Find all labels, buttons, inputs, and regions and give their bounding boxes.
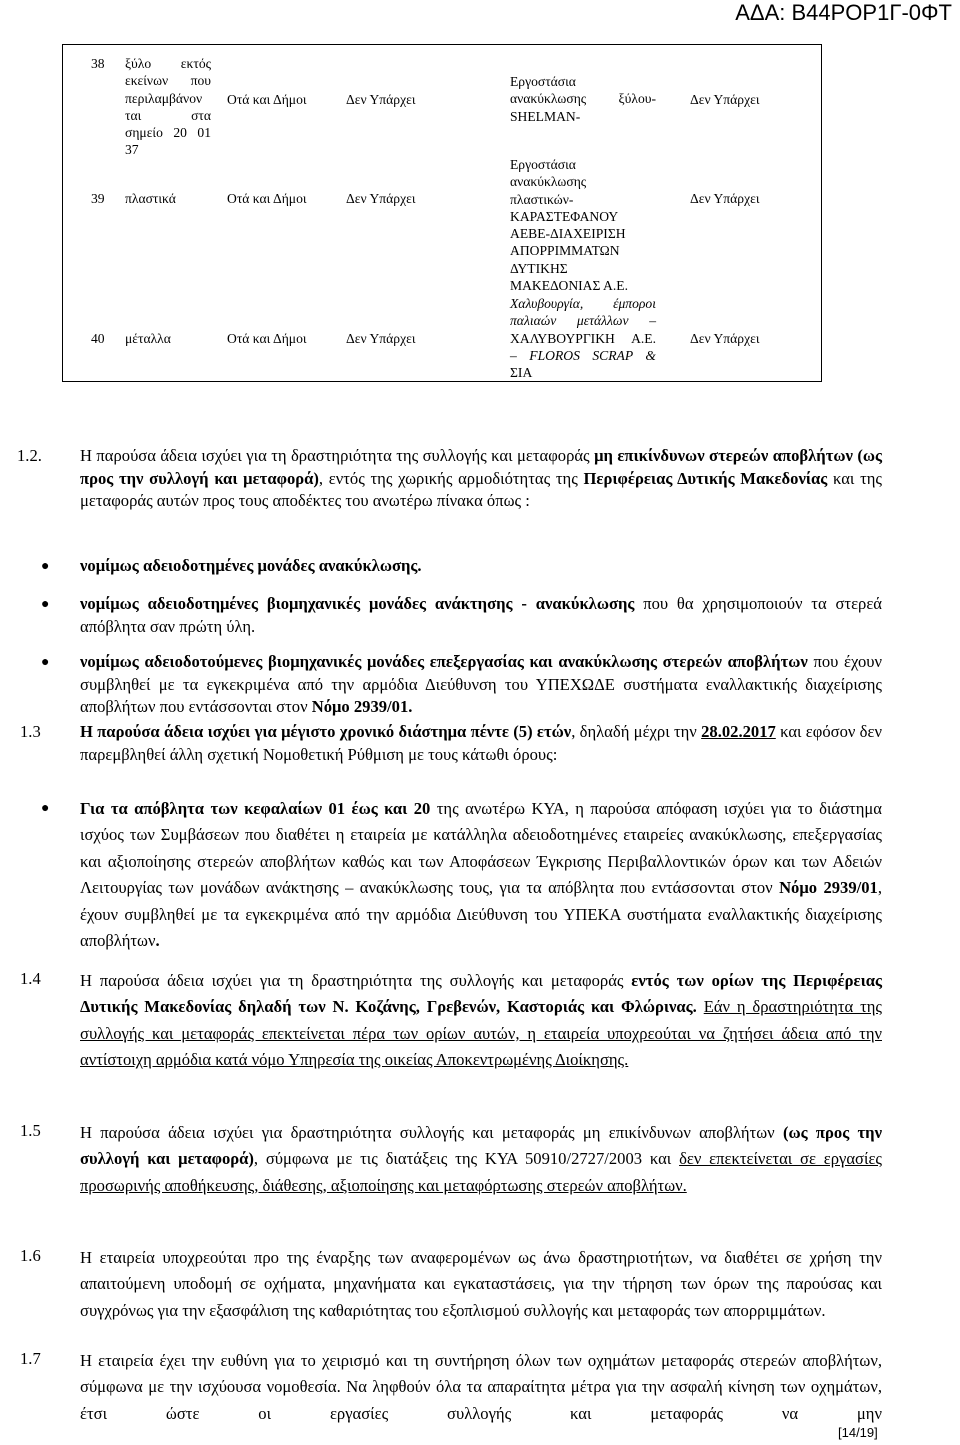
section-1-2-text: Η παρούσα άδεια ισχύει για τη δραστηριότητα της συλλογής και μεταφοράς μη επικίνδυνων στερεών αποβλήτων (ως προς την συλλογή και μεταφορά), εντός της χωρικής αρμοδιότητας της Περιφέρειας Δυτικής Μακεδονίας και της μεταφοράς αυτών προς τους αποδέκτες του ανωτέρω πίνακα όπως :	[80, 446, 882, 511]
row-40-producer: Οτά και Δήμοι	[227, 331, 307, 346]
row-39-waste: πλαστικά	[125, 191, 176, 206]
row-40-num: 40	[91, 331, 105, 346]
section-1-2-number: 1.2.	[17, 446, 42, 465]
section-1-7-number: 1.7	[20, 1349, 41, 1368]
bullet-dot: ●	[41, 655, 50, 670]
row-38-status: Δεν Υπάρχει	[346, 92, 416, 107]
section-1-5-text: Η παρούσα άδεια ισχύει για δραστηριότητα συλλογής και μεταφοράς μη επικίνδυνων αποβλήτων (ως προς την συλλογή και μεταφορά), σύμφωνα με τις διατάξεις της ΚΥΑ 50910/2727/2003 και δεν επεκτείνεται σε εργασίες προσωρινής αποθήκευσης, διάθεσης, αξιοποίησης και μεταφόρτωσης στερεών αποβλήτων.	[80, 1123, 882, 1195]
bullet-dot: ●	[41, 597, 50, 612]
bullet-dot: ●	[41, 559, 50, 574]
row-38-num: 38	[91, 56, 105, 71]
bullet-processing-units: νομίμως αδειοδοτούμενες βιομηχανικές μονάδες επεξεργασίας και ανακύκλωσης στερεών αποβλήτων που έχουν συμβληθεί με τα εγκεκριμένα από την αρμόδια Διεύθυνση του ΥΠΕΧΩΔΕ συστήματα εναλλακτικής διαχείρισης αποβλήτων που εντάσσονται στον Νόμο 2939/01.	[80, 652, 883, 717]
section-1-6-text: Η εταιρεία υποχρεούται προ της έναρξης των αναφερομένων ως άνω δραστηριοτήτων, να διαθέτει σε χρήση την απαιτούμενη υποδομή σε οχήματα, μηχανήματα και εγκαταστάσεις, για την τήρηση των όρων της παρούσας και συγχρόνως για την εξασφάλιση της καθαριότητας του εξοπλισμού συλλογής και μεταφοράς των απορριμμάτων.	[80, 1248, 882, 1320]
bullet-chapters-01-20: Για τα απόβλητα των κεφαλαίων 01 έως και 20 της ανωτέρω ΚΥΑ, η παρούσα απόφαση ισχύει για το διάστημα ισχύος των Συμβάσεων που διαθέτει η εταιρεία με κατάλληλα αδειοδοτημένες εταιρείες ανακύκλωσης, επεξεργασίας και αξιοποίησης στερεών αποβλήτων καθώς και των Αποφάσεων Έγκρισης Περιβαλλοντικών όρων και των Αδειών Λειτουργίας των μονάδων ανάκτησης – ανακύκλωσης τους, για τα απόβλητα που εντάσσονται στον Νόμο 2939/01, έχουν συμβληθεί με τα εγκεκριμένα από την αρμόδια Διεύθυνση του ΥΠΕΚΑ συστήματα εναλλακτικής διαχείρισης αποβλήτων.	[80, 799, 882, 950]
row-38-recipient: Εργοστάσια ανακύκλωσης ξύλου- SHELMAN-	[510, 74, 656, 124]
section-1-4-number: 1.4	[20, 969, 41, 988]
section-1-3-number: 1.3	[20, 722, 41, 741]
bullet-recycling-units: νομίμως αδειοδοτημένες μονάδες ανακύκλωσης.	[80, 556, 422, 575]
section-1-5-number: 1.5	[20, 1121, 41, 1140]
row-38-remark: Δεν Υπάρχει	[690, 92, 760, 107]
row-40-recipient: Χαλυβουργία, έμποροι παλιαών μετάλλων – ΧΑΛΥΒΟΥΡΓΙΚΗ Α.Ε. – FLOROS SCRAP & ΣΙΑ	[510, 296, 656, 380]
waste-table	[62, 44, 822, 382]
row-39-recipient: Εργοστάσια ανακύκλωσης πλαστικών- ΚΑΡΑΣΤΕΦΑΝΟΥ ΑΕΒΕ-ΔΙΑΧΕΙΡΙΣΗ ΑΠΟΡΡΙΜΜΑΤΩΝ ΔΥΤΙΚΗΣ ΜΑΚΕΔΟΝΙΑΣ Α.Ε.	[510, 157, 628, 293]
bullet-recovery-units: νομίμως αδειοδοτημένες βιομηχανικές μονάδες ανάκτησης - ανακύκλωσης που θα χρησιμοποιούν τα στερεά απόβλητα σαν πρώτη ύλη.	[80, 594, 882, 636]
row-40-waste: μέταλλα	[125, 331, 171, 346]
section-1-3-text: Η παρούσα άδεια ισχύει για μέγιστο χρονικό διάστημα πέντε (5) ετών, δηλαδή μέχρι την 28.02.2017 και εφόσον δεν παρεμβληθεί άλλη σχετική Νομοθετική Ρύθμιση με τους κάτωθι όρους:	[80, 722, 882, 764]
row-39-num: 39	[91, 191, 105, 206]
bullet-dot: ●	[41, 801, 50, 816]
section-1-6-number: 1.6	[20, 1246, 41, 1265]
row-39-remark: Δεν Υπάρχει	[690, 191, 760, 206]
section-1-4-text: Η παρούσα άδεια ισχύει για τη δραστηριότητα της συλλογής και μεταφοράς εντός των ορίων της Περιφέρειας Δυτικής Μακεδονίας δηλαδή των Ν. Κοζάνης, Γρεβενών, Καστοριάς και Φλώρινας. Εάν η δραστηριότητα της συλλογής και μεταφοράς επεκτείνεται πέρα των ορίων αυτών, η εταιρεία υποχρεούται να ζητήσει άδεια από την αντίστοιχη αρμόδια κατά νόμο Υπηρεσία της οικείας Αποκεντρωμένης Διοίκησης.	[80, 971, 882, 1070]
row-39-status: Δεν Υπάρχει	[346, 191, 416, 206]
ada-code: ΑΔΑ: Β44ΡΟΡ1Γ-0ΦΤ	[735, 0, 952, 25]
page-number: [14/19]	[838, 1425, 878, 1440]
row-39-producer: Οτά και Δήμοι	[227, 191, 307, 206]
section-1-7-text: Η εταιρεία έχει την ευθύνη για το χειρισμό και τη συντήρηση όλων των οχημάτων μεταφοράς στερεών αποβλήτων, σύμφωνα με την ισχύουσα νομοθεσία. Να ληφθούν όλα τα απαραίτητα μέτρα για την ασφαλή κίνηση των οχημάτων, έτσι ώστε οι εργασίες συλλογής και μεταφοράς να μην	[80, 1351, 882, 1423]
row-40-remark: Δεν Υπάρχει	[690, 331, 760, 346]
row-38-producer: Οτά και Δήμοι	[227, 92, 307, 107]
row-38-waste: ξύλο εκτός εκείνων που περιλαμβάνον ται στα σημείο 20 01 37	[125, 56, 211, 158]
row-40-status: Δεν Υπάρχει	[346, 331, 416, 346]
